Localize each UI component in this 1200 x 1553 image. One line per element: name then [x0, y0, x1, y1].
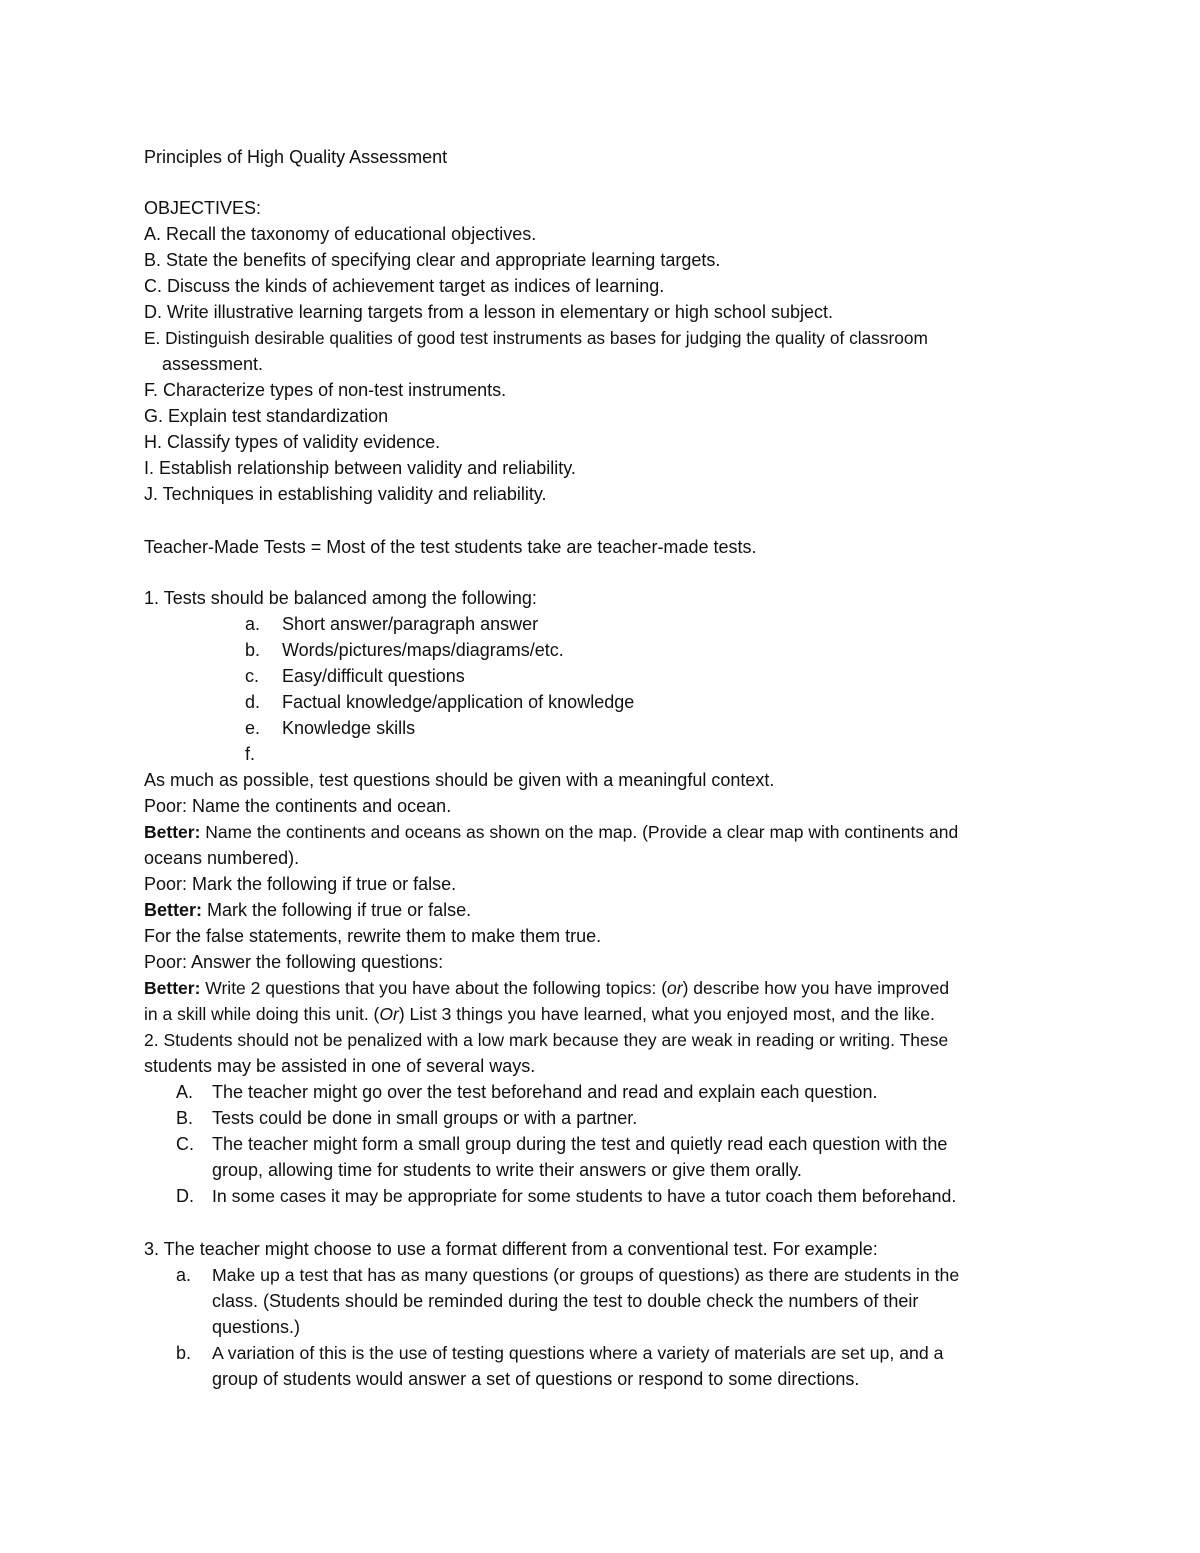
objective-a: A. Recall the taxonomy of educational objectives.: [144, 224, 537, 244]
point-1-label-d: d.: [245, 692, 261, 712]
point-1-item-e: Knowledge skills: [282, 718, 416, 738]
objective-j: J. Techniques in establishing validity and reliability.: [144, 484, 547, 504]
better-text-3b: ) describe how you have improved: [682, 978, 950, 998]
objective-i: I. Establish relationship between validity and reliability.: [144, 458, 576, 478]
better-example-3: [144, 975, 949, 1001]
better-example-1-continued: oceans numbered).: [144, 848, 300, 868]
point-1-heading: 1. Tests should be balanced among the following:: [144, 588, 537, 608]
objective-e: E. Distinguish desirable qualities of good test instruments as bases for judging the quality of classroom: [144, 328, 928, 348]
point-2-label-b: B.: [176, 1108, 194, 1128]
better-example-2-continued: For the false statements, rewrite them to make them true.: [144, 926, 602, 946]
teacher-made-tests: Teacher-Made Tests = Most of the test students take are teacher-made tests.: [144, 537, 757, 557]
point-2-label-d: D.: [176, 1186, 194, 1206]
point-3-item-a: Make up a test that has as many questions (or groups of questions) as there are students in the: [212, 1265, 960, 1285]
point-2-item-b: Tests could be done in small groups or with a partner.: [212, 1108, 638, 1128]
point-3-item-b: A variation of this is the use of testing questions where a variety of materials are set up, and a: [212, 1343, 944, 1363]
point-2-item-a: The teacher might go over the test beforehand and read and explain each question.: [212, 1082, 878, 1102]
objective-h: H. Classify types of validity evidence.: [144, 432, 441, 452]
better-example-1: [144, 819, 958, 845]
point-1-label-e: e.: [245, 718, 261, 738]
point-1-label-f: f.: [245, 744, 256, 764]
point-2-heading-continued: students may be assisted in one of several ways.: [144, 1056, 536, 1076]
objective-c: C. Discuss the kinds of achievement target as indices of learning.: [144, 276, 665, 296]
objective-f: F. Characterize types of non-test instruments.: [144, 380, 507, 400]
better-text-3c: in a skill while doing this unit. (: [144, 1004, 380, 1024]
point-1-item-c: Easy/difficult questions: [282, 666, 465, 686]
point-1-item-b: Words/pictures/maps/diagrams/etc.: [282, 640, 564, 660]
better-label-3: Better:: [144, 978, 201, 998]
point-3-label-a: a.: [176, 1265, 192, 1285]
point-2-heading: 2. Students should not be penalized with a low mark because they are weak in reading or writing. These: [144, 1030, 949, 1050]
point-3-item-b-continued: group of students would answer a set of questions or respond to some directions.: [212, 1369, 860, 1389]
objectives-heading: OBJECTIVES:: [144, 198, 262, 218]
point-3-item-a-continued-1: class. (Students should be reminded during the test to double check the numbers of their: [212, 1291, 919, 1311]
point-2-label-a: A.: [176, 1082, 194, 1102]
point-3-heading: 3. The teacher might choose to use a format different from a conventional test. For example:: [144, 1239, 878, 1259]
better-text-2: Mark the following if true or false.: [207, 900, 472, 920]
objective-e-continued: assessment.: [162, 354, 264, 374]
point-1-item-a: Short answer/paragraph answer: [282, 614, 539, 634]
objective-d: D. Write illustrative learning targets from a lesson in elementary or high school subject.: [144, 302, 833, 322]
context-intro: As much as possible, test questions should be given with a meaningful context.: [144, 770, 775, 790]
better-text-3a: Write 2 questions that you have about the following topics: (: [205, 978, 668, 998]
point-1-label-a: a.: [245, 614, 261, 634]
point-1-label-c: c.: [245, 666, 260, 686]
point-2-item-c: The teacher might form a small group during the test and quietly read each question with the: [212, 1134, 948, 1154]
better-text-3-or-cap: Or: [379, 1004, 399, 1024]
better-example-3-continued: [144, 1001, 935, 1027]
poor-example-3: Poor: Answer the following questions:: [144, 952, 444, 972]
point-3-label-b: b.: [176, 1343, 192, 1363]
poor-example-1: Poor: Name the continents and ocean.: [144, 796, 452, 816]
point-1-item-d: Factual knowledge/application of knowledge: [282, 692, 635, 712]
better-text-1: Name the continents and oceans as shown on the map. (Provide a clear map with continents and: [205, 822, 959, 842]
point-2-label-c: C.: [176, 1134, 194, 1154]
point-2-item-c-continued: group, allowing time for students to write their answers or give them orally.: [212, 1160, 802, 1180]
better-text-3-or: or: [667, 978, 683, 998]
objective-g: G. Explain test standardization: [144, 406, 389, 426]
point-2-item-d: In some cases it may be appropriate for some students to have a tutor coach them beforehand.: [212, 1186, 957, 1206]
better-label-2: Better:: [144, 900, 203, 920]
objective-b: B. State the benefits of specifying clear and appropriate learning targets.: [144, 250, 721, 270]
point-1-label-b: b.: [245, 640, 261, 660]
page-title: Principles of High Quality Assessment: [144, 147, 448, 167]
better-example-2: [144, 897, 471, 923]
better-label-1: Better:: [144, 822, 201, 842]
poor-example-2: Poor: Mark the following if true or false.: [144, 874, 457, 894]
point-3-item-a-continued-2: questions.): [212, 1317, 301, 1337]
better-text-3d: ) List 3 things you have learned, what you enjoyed most, and the like.: [398, 1004, 935, 1024]
